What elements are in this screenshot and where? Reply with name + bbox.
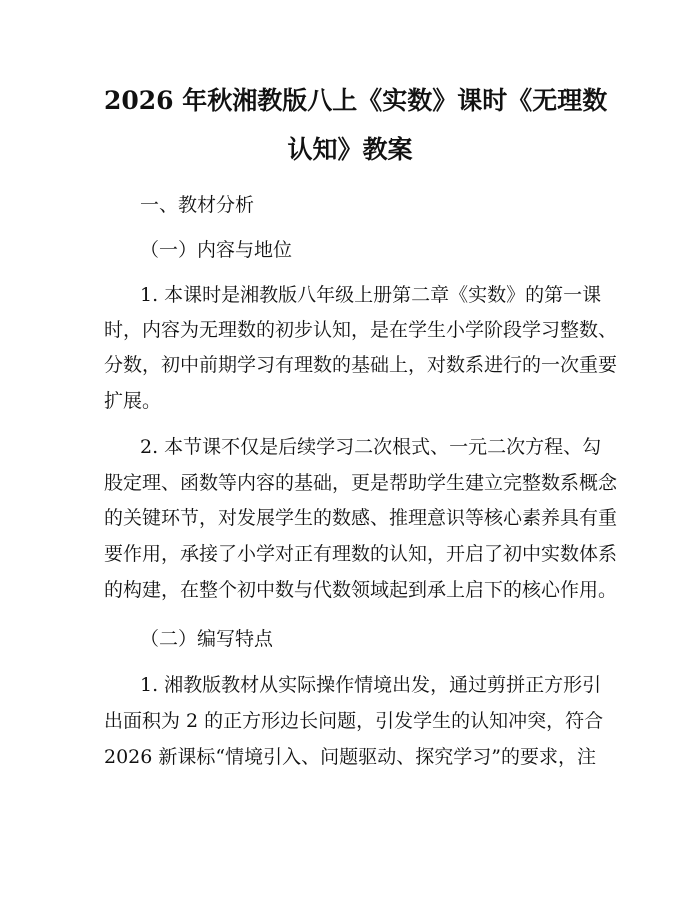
paragraph-2-line-5: 的构建，在整个初中数与代数领域起到承上启下的核心作用。 bbox=[104, 579, 618, 601]
subsection-heading-writing-features: （二）编写特点 bbox=[140, 628, 274, 650]
paragraph-1-line-4: 扩展。 bbox=[104, 390, 162, 412]
paragraph-3-line-1: 1. 湘教版教材从实际操作情境出发，通过剪拼正方形引 bbox=[140, 674, 602, 696]
paragraph-1-line-1: 1. 本课时是湘教版八年级上册第二章《实数》的第一课 bbox=[140, 284, 602, 306]
document-title-line-1: 2026 年秋湘教版八上《实数》课时《无理数 bbox=[104, 86, 608, 115]
paragraph-2-line-3: 的关键环节，对发展学生的数感、推理意识等核心素养具有重 bbox=[104, 507, 618, 529]
paragraph-1-line-2: 时，内容为无理数的初步认知，是在学生小学阶段学习整数、 bbox=[104, 319, 618, 341]
paragraph-2-line-4: 要作用，承接了小学对正有理数的认知，开启了初中实数体系 bbox=[104, 543, 618, 565]
document-title-line-2: 认知》教案 bbox=[287, 135, 413, 164]
paragraph-2-line-1: 2. 本节课不仅是后续学习二次根式、一元二次方程、勾 bbox=[140, 436, 602, 458]
paragraph-2-line-2: 股定理、函数等内容的基础，更是帮助学生建立完整数系概念 bbox=[104, 472, 618, 494]
subsection-heading-content-position: （一）内容与地位 bbox=[140, 239, 293, 261]
paragraph-1-line-3: 分数，初中前期学习有理数的基础上，对数系进行的一次重要 bbox=[104, 354, 618, 376]
paragraph-3-line-3: 2026 新课标“情境引入、问题驱动、探究学习”的要求，注 bbox=[104, 746, 596, 768]
paragraph-3-line-2: 出面积为 2 的正方形边长问题，引发学生的认知冲突，符合 bbox=[104, 710, 604, 732]
section-heading-textbook-analysis: 一、教材分析 bbox=[140, 194, 255, 216]
